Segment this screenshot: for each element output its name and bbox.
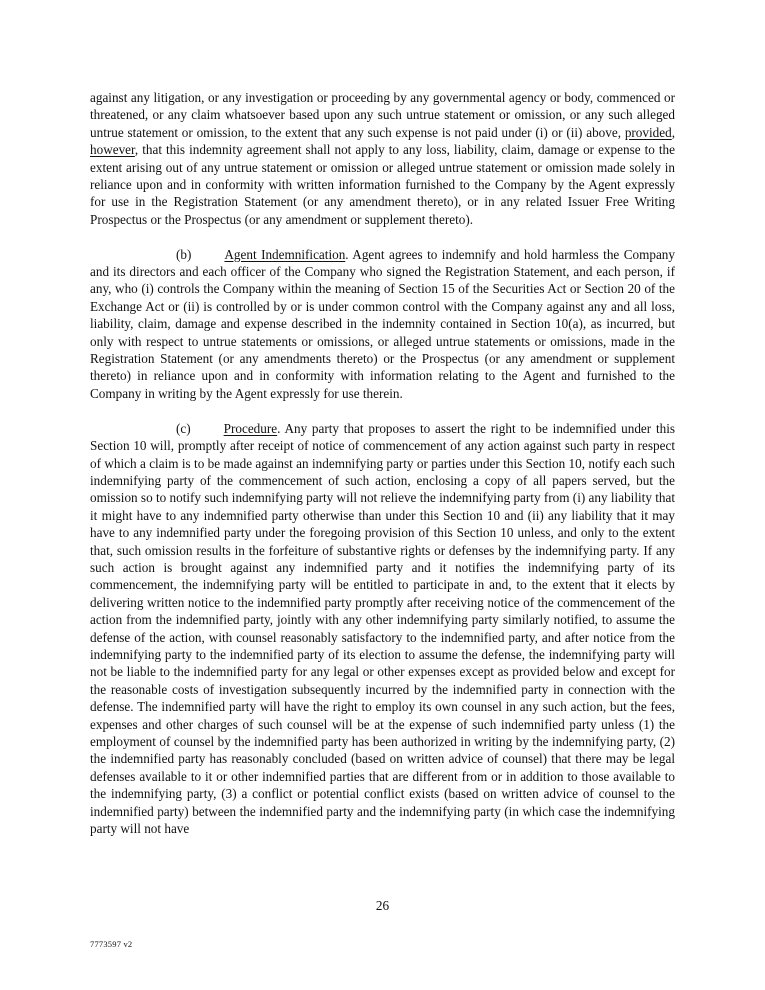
paragraph-label: (c) bbox=[176, 420, 191, 436]
provided-term: provided bbox=[624, 124, 672, 140]
paragraph-text: , that this indemnity agreement shall not apply to any loss, liability, claim, damage or expense to the extent arising out of any untrue statement or omission or alleged untrue statement or omission made solely in reliance upon and in conformity with written information furnished to the Company by the Agent expressly for use in the Registration Statement (or any amendment thereto), or in any related Issuer Free Writing Prospectus or the Prospectus (or any amendment or supplement thereto). bbox=[90, 142, 675, 227]
document-body bbox=[90, 89, 675, 837]
paragraph-text: . Agent agrees to indemnify and hold harmless the Company and its directors and each officer of the Company who signed the Registration Statement, and each person, if any, who (i) controls the Company within the meaning of Section 15 of the Securities Act or Section 20 of the Exchange Act or (ii) is controlled by or is under common control with the Company against any and all loss, liability, claim, damage and expense described in the indemnity contained in Section 10(a), as incurred, but only with respect to untrue statements or omissions, or alleged untrue statements or omissions, made in the Registration Statement (or any amendments thereto) or the Prospectus (or any amendment or supplement thereto) in reliance upon and in conformity with information relating to the Agent and furnished to the Company in writing by the Agent expressly for use therein. bbox=[90, 246, 675, 401]
paragraph-text: , bbox=[671, 124, 675, 140]
paragraph-procedure bbox=[90, 420, 675, 838]
page-number: 26 bbox=[375, 898, 390, 913]
however-term: however bbox=[90, 142, 135, 158]
paragraph-text: . Any party that proposes to assert the right to be indemnified under this Section 10 will, promptly after receipt of notice of commencement of any action against such party in respect of which a claim is to be made against an indemnifying party or parties under this Section 10, notify each such indemnifying party of the commencement of such action, enclosing a copy of all papers served, but the omission so to notify such indemnifying party will not relieve the indemnifying party from (i) any liability that it might have to any indemnified party otherwise than under this Section 10 and (ii) any liability that it may have to any indemnified party under the foregoing provision of this Section 10 unless, and only to the extent that, such omission results in the forfeiture of substantive rights or defenses by the indemnifying party. If any such action is brought against any indemnified party and it notifies the indemnifying party of its commencement, the indemnifying party will be entitled to participate in and, to the extent that it elects by delivering written notice to the indemnified party promptly after receiving notice of the commencement of the action from the indemnified party, jointly with any other indemnifying party similarly notified, to assume the defense of the action, with counsel reasonably satisfactory to the indemnified party, and after notice from the indemnifying party to the indemnified party of its election to assume the defense, the indemnifying party will not be liable to the indemnified party for any legal or other expenses except as provided below and except for the reasonable costs of investigation subsequently incurred by the indemnified party in connection with the defense. The indemnified party will have the right to employ its own counsel in any such action, but the fees, expenses and other charges of such counsel will be at the expense of such indemnified party unless (1) the employment of counsel by the indemnified party has been authorized in writing by the indemnifying party, (2) the indemnified party has reasonably concluded (based on written advice of counsel) that there may be legal defenses available to it or other indemnified parties that are different from or in addition to those available to the indemnifying party, (3) a conflict or potential conflict exists (based on written advice of counsel to the indemnified party) between the indemnified party and the indemnifying party (in which case the indemnifying party will not have bbox=[90, 420, 675, 837]
paragraph-label: (b) bbox=[176, 246, 192, 262]
document-id: 7773597 v2 bbox=[90, 939, 133, 949]
paragraph-continuation bbox=[90, 89, 675, 228]
section-heading: Procedure bbox=[223, 420, 278, 436]
section-heading: Agent Indemnification bbox=[224, 246, 346, 262]
paragraph-text: against any litigation, or any investigation or proceeding by any governmental agency or body, commenced or threatened, or any claim whatsoever based upon any such untrue statement or omission, or any such alleged untrue statement or omission, to the extent that any such expense is not paid under (i) or (ii) above, bbox=[90, 90, 675, 140]
paragraph-agent-indemnification bbox=[90, 246, 675, 403]
